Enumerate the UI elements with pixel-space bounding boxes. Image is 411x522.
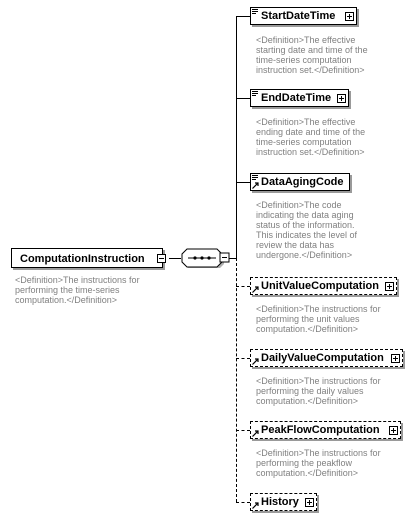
reference-arrow-icon (252, 182, 259, 189)
expand-icon[interactable] (337, 94, 346, 103)
element-name: PeakFlowComputation (261, 424, 380, 436)
connector-line (229, 258, 236, 259)
element-name: StartDateTime (261, 10, 336, 22)
connector-trunk (236, 16, 237, 258)
connector-branch (236, 98, 250, 99)
collapse-icon[interactable] (157, 254, 166, 263)
connector-branch (236, 358, 250, 359)
expand-icon[interactable] (345, 12, 354, 21)
root-definition: <Definition>The instructions for performing the time-series computation.</Definition> (15, 275, 140, 305)
connector-branch (236, 502, 250, 503)
sequence-compositor-icon[interactable] (180, 248, 232, 268)
element-history[interactable] (250, 493, 317, 511)
root-element-name: ComputationInstruction (20, 253, 145, 265)
connector-branch (236, 430, 250, 431)
reference-arrow-icon (252, 286, 259, 293)
element-definition: <Definition>The effective starting date and time of the time-series computation instruction set.</Definition> (256, 35, 368, 75)
expand-icon[interactable] (305, 498, 314, 507)
element-enddatetime[interactable] (250, 89, 349, 107)
root-element-box[interactable] (11, 248, 163, 268)
element-name: EndDateTime (261, 92, 332, 104)
element-dailyvaluecomputation[interactable] (250, 349, 403, 367)
connector-trunk-optional (236, 258, 237, 502)
expand-icon[interactable] (391, 354, 400, 363)
element-name: History (261, 496, 299, 508)
connector-branch (236, 16, 250, 17)
attribute-lines-icon (252, 175, 258, 181)
reference-arrow-icon (252, 430, 259, 437)
element-startdatetime[interactable] (250, 7, 357, 25)
connector-branch (236, 286, 250, 287)
element-definition: <Definition>The instructions for performing the peakflow computation.</Definition> (256, 448, 381, 478)
reference-arrow-icon (252, 358, 259, 365)
expand-icon[interactable] (389, 426, 398, 435)
element-definition: <Definition>The effective ending date and time of the time-series computation instruction set.</Definition> (256, 117, 366, 157)
attribute-lines-icon (252, 91, 258, 97)
element-unitvaluecomputation[interactable] (250, 277, 397, 295)
expand-icon[interactable] (385, 282, 394, 291)
element-definition: <Definition>The instructions for performing the unit values computation.</Definition> (256, 304, 381, 334)
element-dataagingcode[interactable] (250, 173, 350, 191)
connector-branch (236, 182, 250, 183)
attribute-lines-icon (252, 9, 258, 15)
element-definition: <Definition>The code indicating the data aging status of the information. This indicates the level of review the data has undergone.</Definition> (256, 200, 358, 260)
reference-arrow-icon (252, 502, 259, 509)
element-peakflowcomputation[interactable] (250, 421, 401, 439)
element-definition: <Definition>The instructions for performing the daily values computation.</Definition> (256, 376, 381, 406)
element-name: UnitValueComputation (261, 280, 379, 292)
element-name: DataAgingCode (261, 176, 344, 188)
element-name: DailyValueComputation (261, 352, 384, 364)
